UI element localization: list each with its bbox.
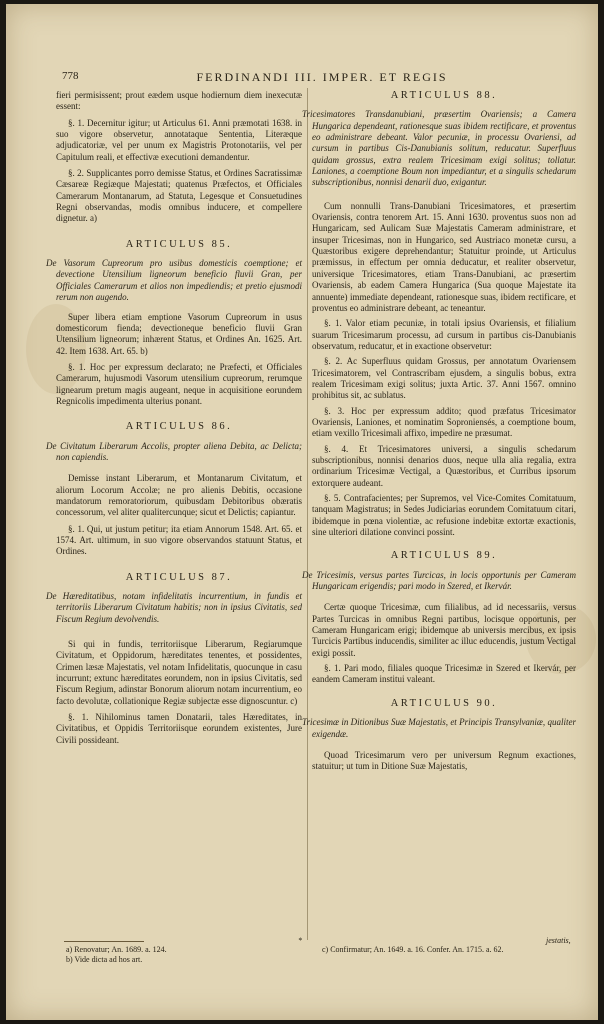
paragraph: §. 2. Supplicantes porro demisse Status, et Ordines Sacratissimæ Cæsareæ Regiæque Majestati; quatenus Præfectos, et Officiales Camerarum Montanarum, ad Statuta, Legesque et Consuetudines Regni observandas, modis omnibus inducere, et compellere dignetur. a) — [56, 168, 302, 224]
article-rubric: De Civitatum Liberarum Accolis, propter aliena Debita, ac Delicta; non capiendis. — [46, 440, 302, 462]
footnotes-left — [66, 945, 306, 965]
article-heading: ARTICULUS 90. — [390, 697, 498, 709]
article-rubric: De Vasorum Cupreorum pro usibus domesticis coemptione; et devectione Utensilium ligneorum beneficio fluvii Gran, per Officiales Camerarum et alios non impediendis; et pretio ejusmodi rerum non augendo. — [46, 258, 302, 303]
paragraph: §. 1. Valor etiam pecuniæ, in totali ipsius Ovariensis, et filialium suarum Tricesimarum processu, ad cursum in partibus cis-Danubianis observatum, reducatur, et in exactione observetur: — [312, 318, 576, 351]
article-rubric: Tricesimæ in Ditionibus Suæ Majestatis, et Principis Transylvaniæ, qualiter exigendæ. — [302, 717, 576, 739]
running-title: FERDINANDI III. IMPER. ET REGIS — [196, 70, 448, 84]
column-divider — [307, 88, 308, 940]
paragraph: Cum nonnulli Trans-Danubiani Tricesimatores, et præsertim Ovariensis, contra tenorem Art. 15. Anni 1630. proventus suos non ad Hungaricam, sed Aulicam Suæ Majestatis Cameram administrare, et insuper Tricesimas, non in Hungarico, sed Austriaco monetæ cursu, a Quæstoribus exigere deprehendantur; Statuitur proinde, ut Articulus præmissus, in effectum per omnia deducatur, et realiter observetur, universique Tricesimatores, etiam Trans-Danubiani, ac præsertim Ovariensis, ab eadem Camera Hungarica (Sua quoque Majestate ita annuente) immediate dependeant, rationesque suas, ibidem rectificare, et proventus eo administrare debeant, ac teneantur. — [312, 200, 576, 313]
footnote-rule — [64, 941, 144, 942]
paragraph: §. 1. Qui, ut justum petitur; ita etiam Annorum 1548. Art. 65. et 1574. Art. ultimum, in suo vigore observandos statuunt Status, et Ordines. — [56, 523, 302, 557]
paragraph: §. 3. Hoc per expressum addito; quod præfatus Tricesimator Ovariensis, Laniones, et nominatim Soproniensés, a coemptione boum, etiam vexillo Tricesimali affixo, impedire ne præsumat. — [312, 405, 576, 439]
paragraph: §. 1. Pari modo, filiales quoque Tricesimæ in Szered et Ikervár, per eandem Cameram institui valeant. — [312, 663, 576, 685]
paragraph: §. 5. Contrafacientes; per Supremos, vel Vice-Comites Comitatuum, tanquam Magistratus; in Sedes Judiciarias eorundem Comitatuum citari, ibidemque in pœna violentiæ, ac refusione indebitæ extortæ exactionis, sine ulteriori dilatione convinci possint. — [312, 493, 576, 538]
article-rubric: De Hæreditatibus, notam infidelitatis incurrentium, in fundis et territoriis Liberarum Civitatum habitis; non in ipsius Civitatis, sed Fiscum Regium devolvendis. — [46, 591, 302, 624]
paragraph: Certæ quoque Tricesimæ, cum filialibus, ad id necessariis, versus Partes Turcicas in omnibus Regni partibus, locisque opportunis, per Cameram Hungaricam erigi; ibidemque ab universis mercibus, ex ipsis Turcicis Partibus inducendis, similiter ac illuc educendis, justum Vectigal exigi possit. — [312, 602, 576, 658]
running-header — [62, 70, 582, 86]
catchword: jestatis, — [546, 936, 571, 945]
article-rubric: Tricesimatores Transdanubiani, præsertim Ovariensis; a Camera Hungarica dependeant, rationesque suas ibidem rectificare, et proventus eo administrare debeant. Valor pecuniæ, in processu Ovariensi, ad cursum in partibus Cis-Danubianis solitum, reducatur. Superfluus quidam grossus, extra realem Tricesimam exigi solitus; tollatur. Laniones, a coemptione Boum non impediantur, et a singulis schedarum subscriptionibus, nonnisi denarii duo, exigantur. — [302, 109, 576, 188]
paragraph: Super libera etiam emptione Vasorum Cupreorum in usus domesticorum fienda; devectioneque beneficio fluvii Gran Utensilium ligneorum; inhærent Status, et Ordines An. 1625. Art. 42. Item 1638. Art. 65. b) — [56, 311, 302, 356]
article-heading: ARTICULUS 86. — [125, 421, 233, 433]
paragraph: Demisse instant Liberarum, et Montanarum Civitatum, et aliorum Locorum Accolæ; ne pro alienis Debitis, occasione mandatorum remoratoriorum, quibusdam Debitoribus obæratis concessorum, vel aliter qualitercunque; sicut et Delictis; capiantur. — [56, 473, 302, 518]
paragraph: §. 1. Decernitur igitur; ut Articulus 61. Anni præmotati 1638. in suo vigore observetur, annotataque Sententia, Literæque adjudicatoriæ, vel per unum ex Magistris Protonotariis, vel per Capitulum reali, et effectivæ executioni demandentur. — [56, 117, 302, 162]
article-heading: ARTICULUS 87. — [125, 571, 233, 583]
paragraph: §. 2. Ac Superfluus quidam Grossus, per annotatum Ovariensem Tricesimatorem, vel Contrascribam ejusdem, a singulis bobus, extra realem Tricesimam exigi solitus; juxta Artic. 37. Anni 1567. omnino prohibitus sit, ac sublatus. — [312, 356, 576, 401]
paragraph: §. 4. Et Tricesimatores universi, a singulis schedarum subscriptionibus, nonnisi denarios duos, neque ulla alia regalia, extra ordinarium Tricesimæ Vectigal, a Quæstoribus, et Curribus ipsorum extorquere audeant. — [312, 443, 576, 488]
left-column — [46, 90, 302, 746]
footnote-b: b) Vide dicta ad hos art. — [66, 954, 143, 964]
page — [6, 4, 598, 1020]
page-number: 778 — [62, 70, 79, 82]
footnotes-right — [322, 945, 582, 955]
paragraph: Quoad Tricesimarum vero per universum Regnum exactiones, statuitur; ut tum in Ditione Suæ Majestatis, — [312, 749, 576, 772]
paragraph: Si qui in fundis, territoriisque Liberarum, Regiarumque Civitatum, et Oppidorum, hæreditates tenentes, et possidentes, Crimen læsæ Majestatis, vel notam Infidelitatis, quocunque in casu incurrunt; extunc hæreditates eorundem, non in ipsius Civitatis, sed Fiscum Regium, adinstar Bonorum aliorum notam incurrentium, eo facto devolutæ, collationique Regiæ subjectæ esse dignoscuntur. c) — [56, 639, 302, 706]
article-heading: ARTICULUS 85. — [125, 238, 233, 250]
paragraph: §. 1. Nihilominus tamen Donatarii, tales Hæreditates, in Civitatibus, et Oppidis Territoriisque eorundem existentes, Jure Civili possideant. — [56, 712, 302, 745]
article-rubric: De Tricesimis, versus partes Turcicas, in locis opportunis per Cameram Hungaricam erigendis; pari modo in Szered, et Ikervár. — [302, 569, 576, 592]
paragraph: §. 1. Hoc per expressum declarato; ne Præfecti, et Officiales Camerarum, hujusmodi Vasorum utensilium cupreorum, rerumque lignearum pretum magis augeant, neque in acquisitione eorundem Regnicolis impedimenta ulterius ponant. — [56, 361, 302, 406]
footnote-a: a) Renovatur; An. 1689. a. 124. — [66, 945, 167, 954]
paragraph: fieri permisissent; prout eædem usque hodiernum diem inexecutæ essent: — [56, 90, 302, 112]
right-column — [302, 90, 576, 773]
footnote-c: c) Confirmatur; An. 1649. a. 16. Confer. An. 1715. a. 62. — [322, 945, 504, 954]
article-heading: ARTICULUS 89. — [390, 550, 498, 562]
article-heading: ARTICULUS 88. — [390, 90, 498, 101]
catchword-mark: * — [298, 936, 302, 945]
